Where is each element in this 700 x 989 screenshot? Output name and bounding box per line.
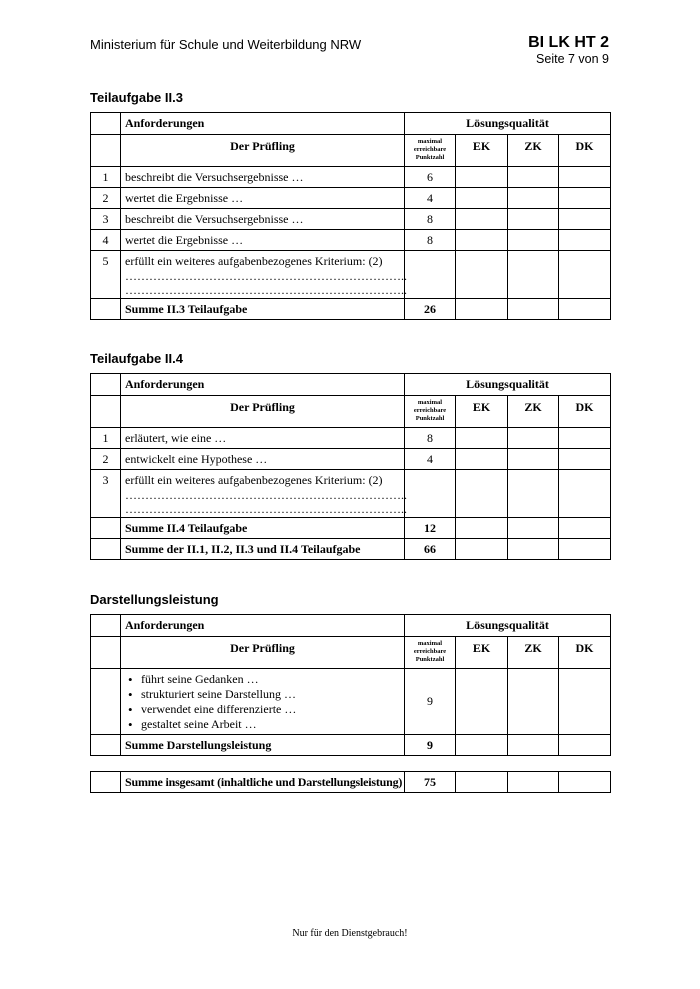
document-header-right (528, 34, 609, 67)
total-row (91, 539, 611, 560)
sum-label: Summe Darstellungsleistung (121, 735, 405, 756)
table-row-extra-criterion: 3 erfüllt ein weiteres aufgabenbezogenes Kriterium: (2) …………………………………………………………….. …………………………………………………………….. (91, 470, 611, 518)
ek-cell (456, 167, 508, 188)
col-ek: EK (456, 396, 508, 428)
col-anforderungen: Anforderungen (121, 374, 405, 396)
table-row-extra-criterion: 5 erfüllt ein weiteres aufgabenbezogenes Kriterium: (2) …………………………………………………………….. …………………………………………………………….. (91, 251, 611, 299)
col-max-points: maximal erreichbare Punktzahl (405, 135, 456, 167)
bullet-list (125, 672, 400, 732)
table-row-bullets: • führt seine Gedanken … • strukturiert seine Darstellung … • verwendet eine differenzierte … • gestaltet seine Arbeit … 9 (91, 669, 611, 735)
total-points: 66 (405, 539, 456, 560)
table-head-row (91, 374, 611, 396)
table-ii3 (90, 112, 611, 320)
col-zk: ZK (508, 637, 559, 669)
table-grand-total (90, 771, 611, 793)
dk-cell (559, 167, 611, 188)
list-item: • gestaltet seine Arbeit … (141, 717, 400, 732)
fill-in-line: …………………………………………………………….. (125, 269, 407, 283)
col-dk: DK (559, 637, 611, 669)
col-max-points: maximal erreichbare Punktzahl (405, 637, 456, 669)
zk-cell (508, 167, 559, 188)
col-loesungsqualitaet: Lösungsqualität (405, 615, 611, 637)
table-row: 3 beschreibt die Versuchsergebnisse … 8 (91, 209, 611, 230)
sum-row (91, 735, 611, 756)
col-ek: EK (456, 637, 508, 669)
table-row: 2 entwickelt eine Hypothese … 4 (91, 449, 611, 470)
sum-label: Summe II.4 Teilaufgabe (121, 518, 405, 539)
col-dk: DK (559, 396, 611, 428)
document-code: BI LK HT 2 (528, 34, 609, 51)
list-item: • strukturiert seine Darstellung … (141, 687, 400, 702)
section-title-ii3: Teilaufgabe II.3 (90, 90, 183, 105)
sum-points: 12 (405, 518, 456, 539)
col-loesungsqualitaet: Lösungsqualität (405, 113, 611, 135)
sum-row (91, 518, 611, 539)
footer-note: Nur für den Dienstgebrauch! (292, 928, 408, 939)
sum-label: Summe II.3 Teilaufgabe (121, 299, 405, 320)
table-darstellung (90, 614, 611, 756)
sum-points: 9 (405, 735, 456, 756)
col-zk: ZK (508, 135, 559, 167)
col-pruefling: Der Prüfling (121, 396, 405, 428)
grand-total-label: Summe insgesamt (inhaltliche und Darstellungsleistung) (121, 772, 405, 793)
table-head-row (91, 113, 611, 135)
fill-in-line: …………………………………………………………….. (125, 283, 407, 297)
table-row: 1 beschreibt die Versuchsergebnisse … 6 (91, 167, 611, 188)
table-row: 4 wertet die Ergebnisse … 8 (91, 230, 611, 251)
table-subhead-row (91, 396, 611, 428)
col-pruefling: Der Prüfling (121, 637, 405, 669)
table-subhead-row (91, 637, 611, 669)
page-number: Seite 7 von 9 (536, 52, 609, 66)
col-pruefling: Der Prüfling (121, 135, 405, 167)
sum-points: 26 (405, 299, 456, 320)
sum-row (91, 299, 611, 320)
table-ii4 (90, 373, 611, 560)
grand-total-points: 75 (405, 772, 456, 793)
table-subhead-row (91, 135, 611, 167)
ministry-name: Ministerium für Schule und Weiterbildung NRW (90, 37, 362, 52)
col-ek: EK (456, 135, 508, 167)
fill-in-line: …………………………………………………………….. (125, 502, 407, 516)
col-max-points: maximal erreichbare Punktzahl (405, 396, 456, 428)
col-dk: DK (559, 135, 611, 167)
list-item: • verwendet eine differenzierte … (141, 702, 400, 717)
col-zk: ZK (508, 396, 559, 428)
list-item: • führt seine Gedanken … (141, 672, 400, 687)
table-head-row (91, 615, 611, 637)
table-row: 2 wertet die Ergebnisse … 4 (91, 188, 611, 209)
col-loesungsqualitaet: Lösungsqualität (405, 374, 611, 396)
section-title-ii4: Teilaufgabe II.4 (90, 351, 183, 366)
grand-total-row (91, 772, 611, 793)
col-anforderungen: Anforderungen (121, 615, 405, 637)
section-title-darstellung: Darstellungsleistung (90, 592, 219, 607)
table-row: 1 erläutert, wie eine … 8 (91, 428, 611, 449)
total-label: Summe der II.1, II.2, II.3 und II.4 Teilaufgabe (121, 539, 405, 560)
col-anforderungen: Anforderungen (121, 113, 405, 135)
fill-in-line: …………………………………………………………….. (125, 488, 407, 502)
